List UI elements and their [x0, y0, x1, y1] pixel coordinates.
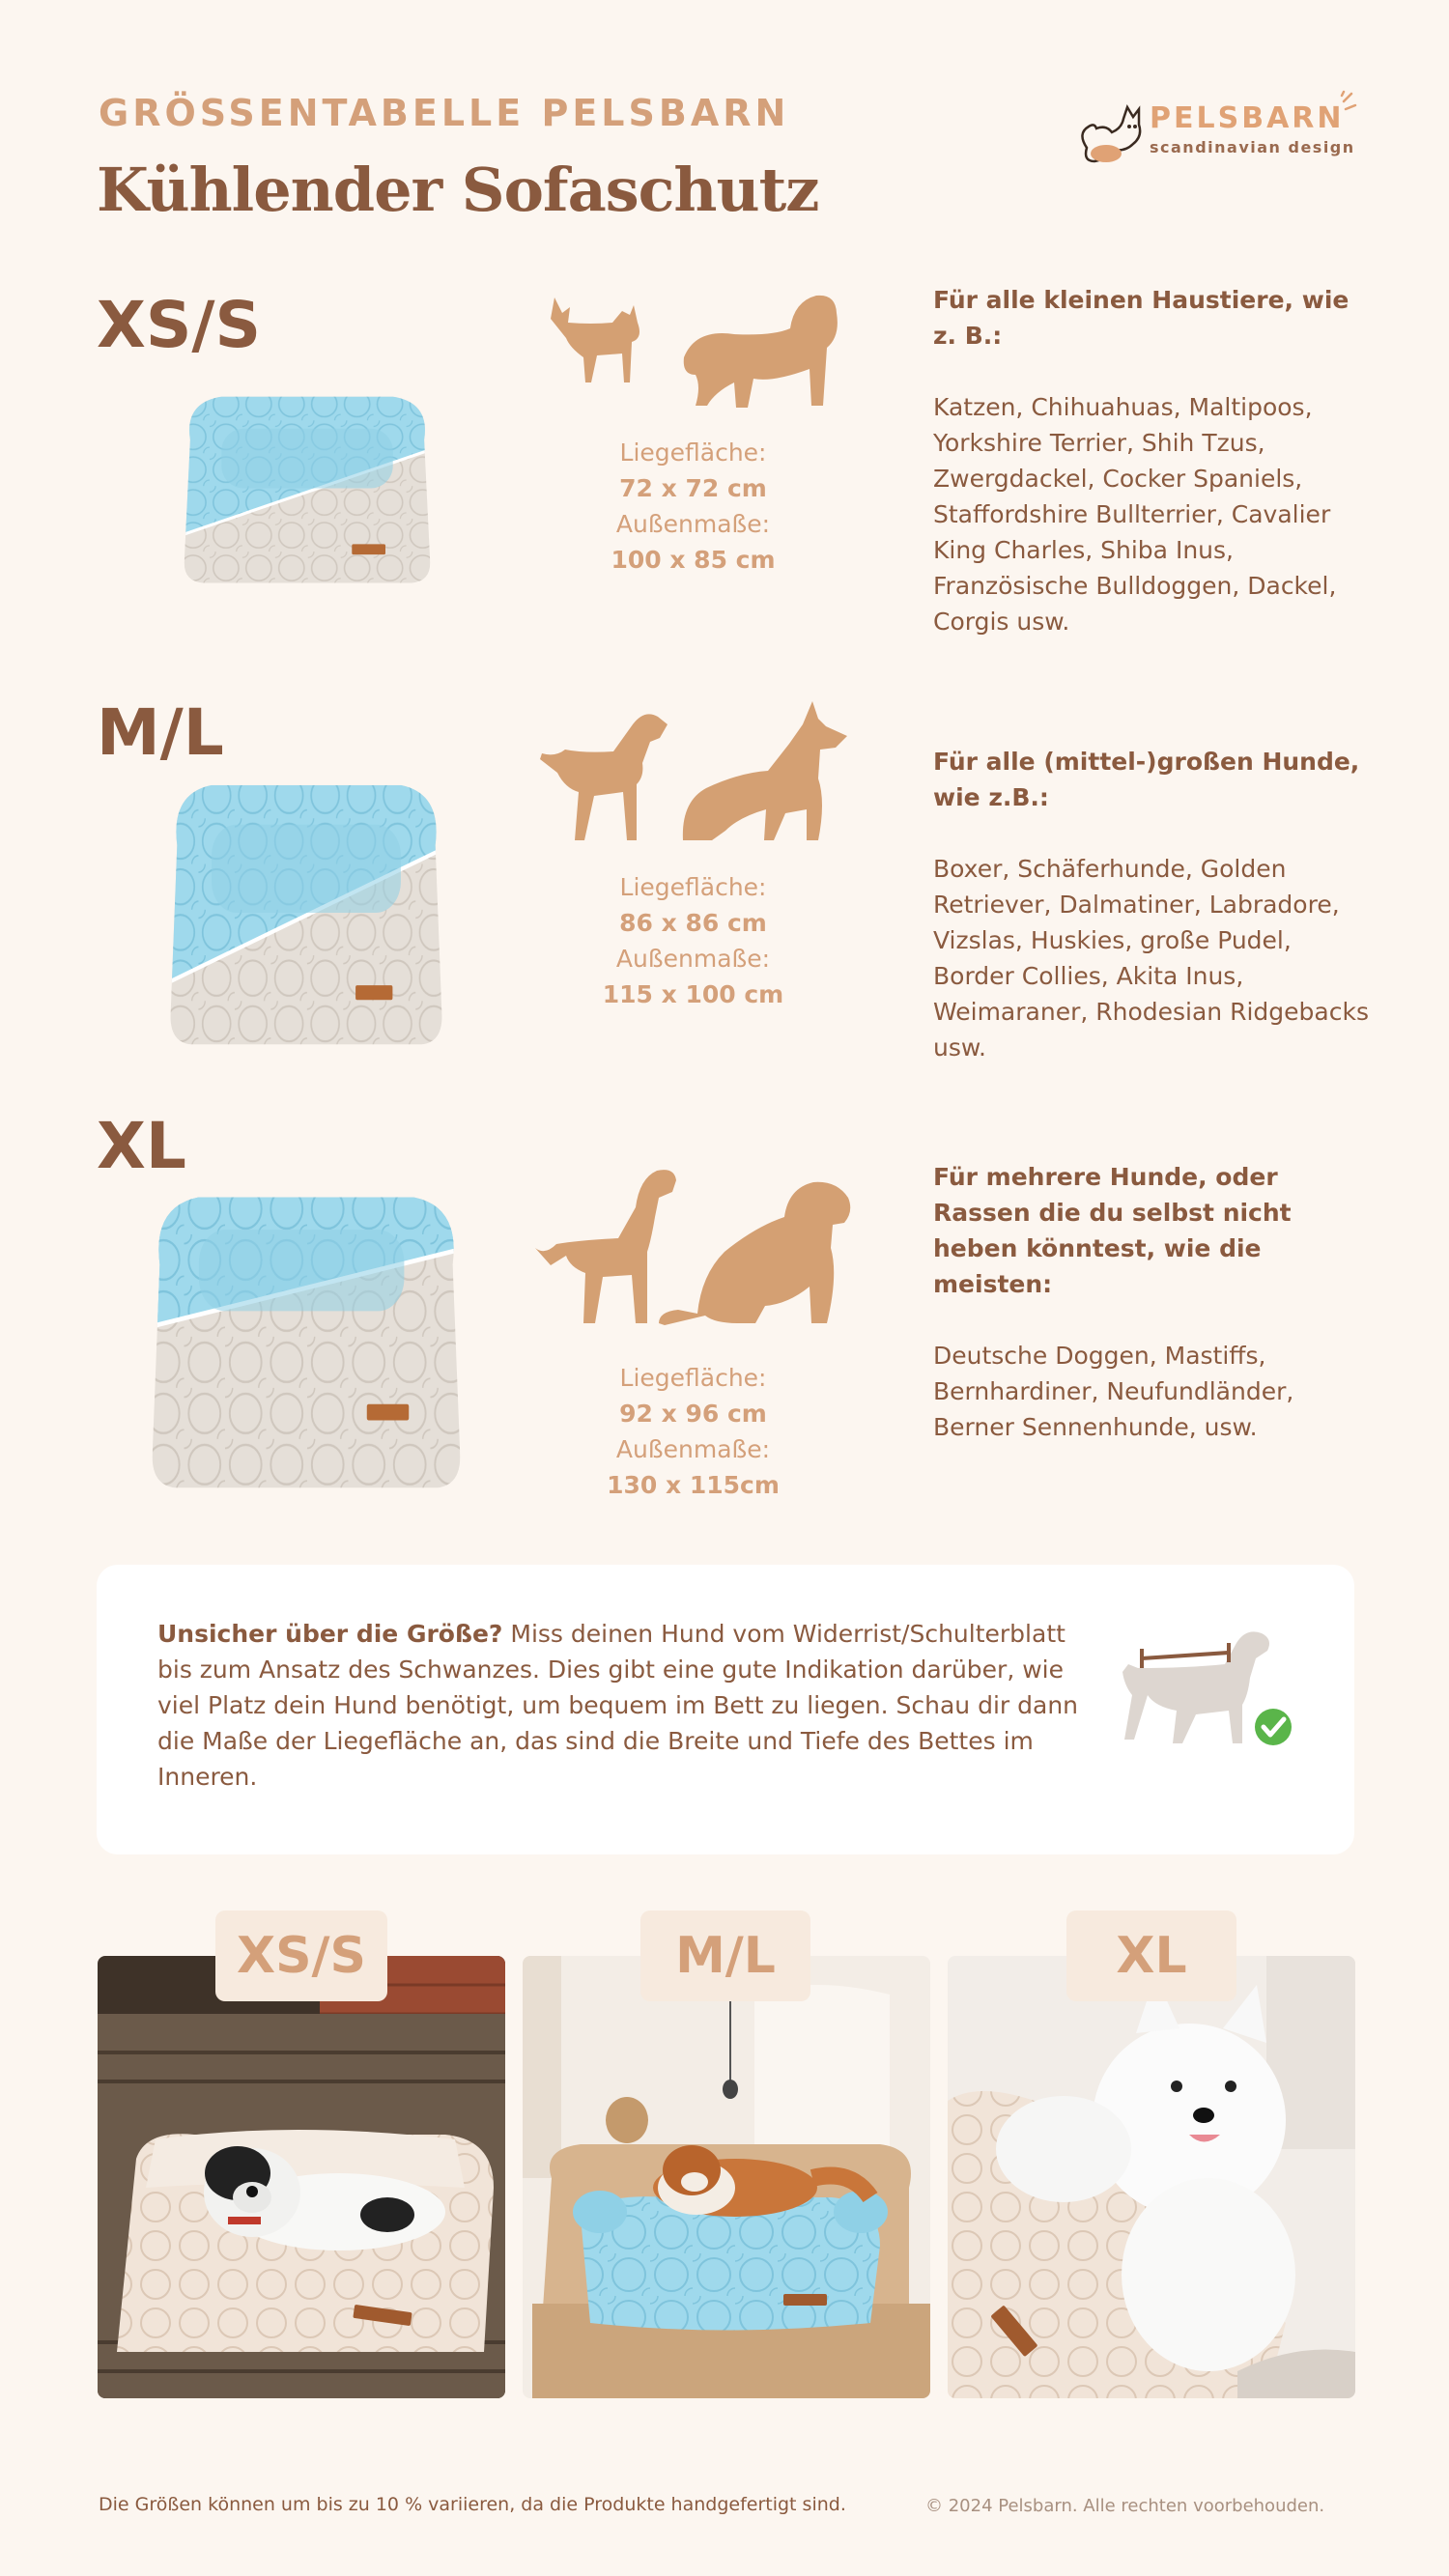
outer-size-value: 100 x 85 cm: [611, 546, 776, 574]
breeds-list: Boxer, Schäferhunde, Golden Retriever, Dalmatiner, Labradore, Vizslas, Huskies, große Pudel, Border Collies, Akita Inus, Weimaraner, Rhodesian Ridgebacks usw.: [933, 855, 1369, 1062]
footer-copyright: © 2024 Pelsbarn. Alle rechten voorbehouden.: [925, 2496, 1325, 2516]
sparkle-icon: [1340, 90, 1359, 119]
size-label-m-l: M/L: [97, 695, 224, 770]
bed-xl-image: [143, 1183, 469, 1497]
breeds-list: Deutsche Doggen, Mastiffs, Bernhardiner, Neufundländer, Berner Sennenhunde, usw.: [933, 1342, 1294, 1441]
lying-area-label: Liegefläche:: [619, 439, 767, 467]
breeds-xs-s: [933, 282, 1378, 639]
breeds-heading: Für alle (mittel-)großen Hunde, wie z.B.:: [933, 748, 1360, 811]
lying-area-value: 86 x 86 cm: [619, 909, 767, 937]
specs-m-l: [541, 869, 845, 1012]
logo-tagline: scandinavian design: [1150, 138, 1355, 156]
outer-size-value: 130 x 115cm: [607, 1471, 780, 1499]
cat-dog-logo-icon: [1067, 90, 1145, 177]
footer-note: Die Größen können um bis zu 10 % variieren, da die Produkte handgefertigt sind.: [99, 2494, 846, 2515]
size-label-xl: XL: [97, 1109, 186, 1183]
brand-logo: [1067, 90, 1357, 177]
lying-area-label: Liegefläche:: [619, 1364, 767, 1392]
lying-area-value: 72 x 72 cm: [619, 474, 767, 502]
lying-area-label: Liegefläche:: [619, 873, 767, 901]
specs-xs-s: [541, 435, 845, 578]
outer-size-label: Außenmaße:: [615, 945, 771, 973]
logo-wordmark: PELSBARN: [1150, 101, 1345, 135]
lying-area-value: 92 x 96 cm: [619, 1400, 767, 1428]
outer-size-label: Außenmaße:: [615, 510, 771, 538]
breeds-list: Katzen, Chihuahuas, Maltipoos, Yorkshire Terrier, Shih Tzus, Zwergdackel, Cocker Spaniels, Staffordshire Bullterrier, Cavalier King Charles, Shiba Inus, Französische Bulldoggen, Dackel, Corgis usw.: [933, 393, 1337, 636]
bed-m-l-image: [162, 773, 450, 1053]
page-title: Kühlender Sofaschutz: [97, 155, 819, 225]
photo-xl: [948, 1956, 1355, 2398]
bed-xs-s-image: [177, 365, 438, 611]
medium-dog-silhouettes-icon: [536, 695, 855, 850]
page-eyebrow: GRÖSSENTABELLE PELSBARN: [99, 92, 790, 134]
small-dog-silhouettes-icon: [541, 290, 845, 415]
size-help-text: [157, 1616, 1085, 1795]
photo-xl-image: [948, 1956, 1355, 2398]
photo-tag-m-l: M/L: [640, 1911, 810, 2001]
size-help-card: [97, 1565, 1354, 1854]
photo-xs-s: [98, 1956, 505, 2398]
breeds-heading: Für alle kleinen Haustiere, wie z. B.:: [933, 286, 1350, 350]
photo-tag-xl: XL: [1066, 1911, 1236, 2001]
size-help-body: Miss deinen Hund vom Widerrist/Schulterblatt bis zum Ansatz des Schwanzes. Dies gibt eine gute Indikation darüber, wie viel Platz dein Hund benötigt, um bequem im Bett zu liegen. Schau dir dann die Maße der Liegefläche an, das sind die Breite und Tiefe des Bettes im Inneren.: [157, 1620, 1079, 1791]
breeds-m-l: [933, 744, 1378, 1065]
outer-size-label: Außenmaße:: [615, 1435, 771, 1463]
measure-dog-icon: [1109, 1618, 1293, 1758]
photo-tag-xs-s: XS/S: [215, 1911, 387, 2001]
size-label-xs-s: XS/S: [97, 288, 262, 362]
photo-xs-s-image: [98, 1956, 505, 2398]
breeds-xl: [933, 1159, 1378, 1445]
specs-xl: [541, 1360, 845, 1503]
size-help-lead: Unsicher über die Größe?: [157, 1620, 503, 1648]
outer-size-value: 115 x 100 cm: [602, 980, 784, 1008]
photo-m-l: [523, 1956, 930, 2398]
photo-m-l-image: [523, 1956, 930, 2398]
breeds-heading: Für mehrere Hunde, oder Rassen die du selbst nicht heben könntest, wie die meisten:: [933, 1163, 1292, 1298]
large-dog-silhouettes-icon: [531, 1159, 860, 1328]
